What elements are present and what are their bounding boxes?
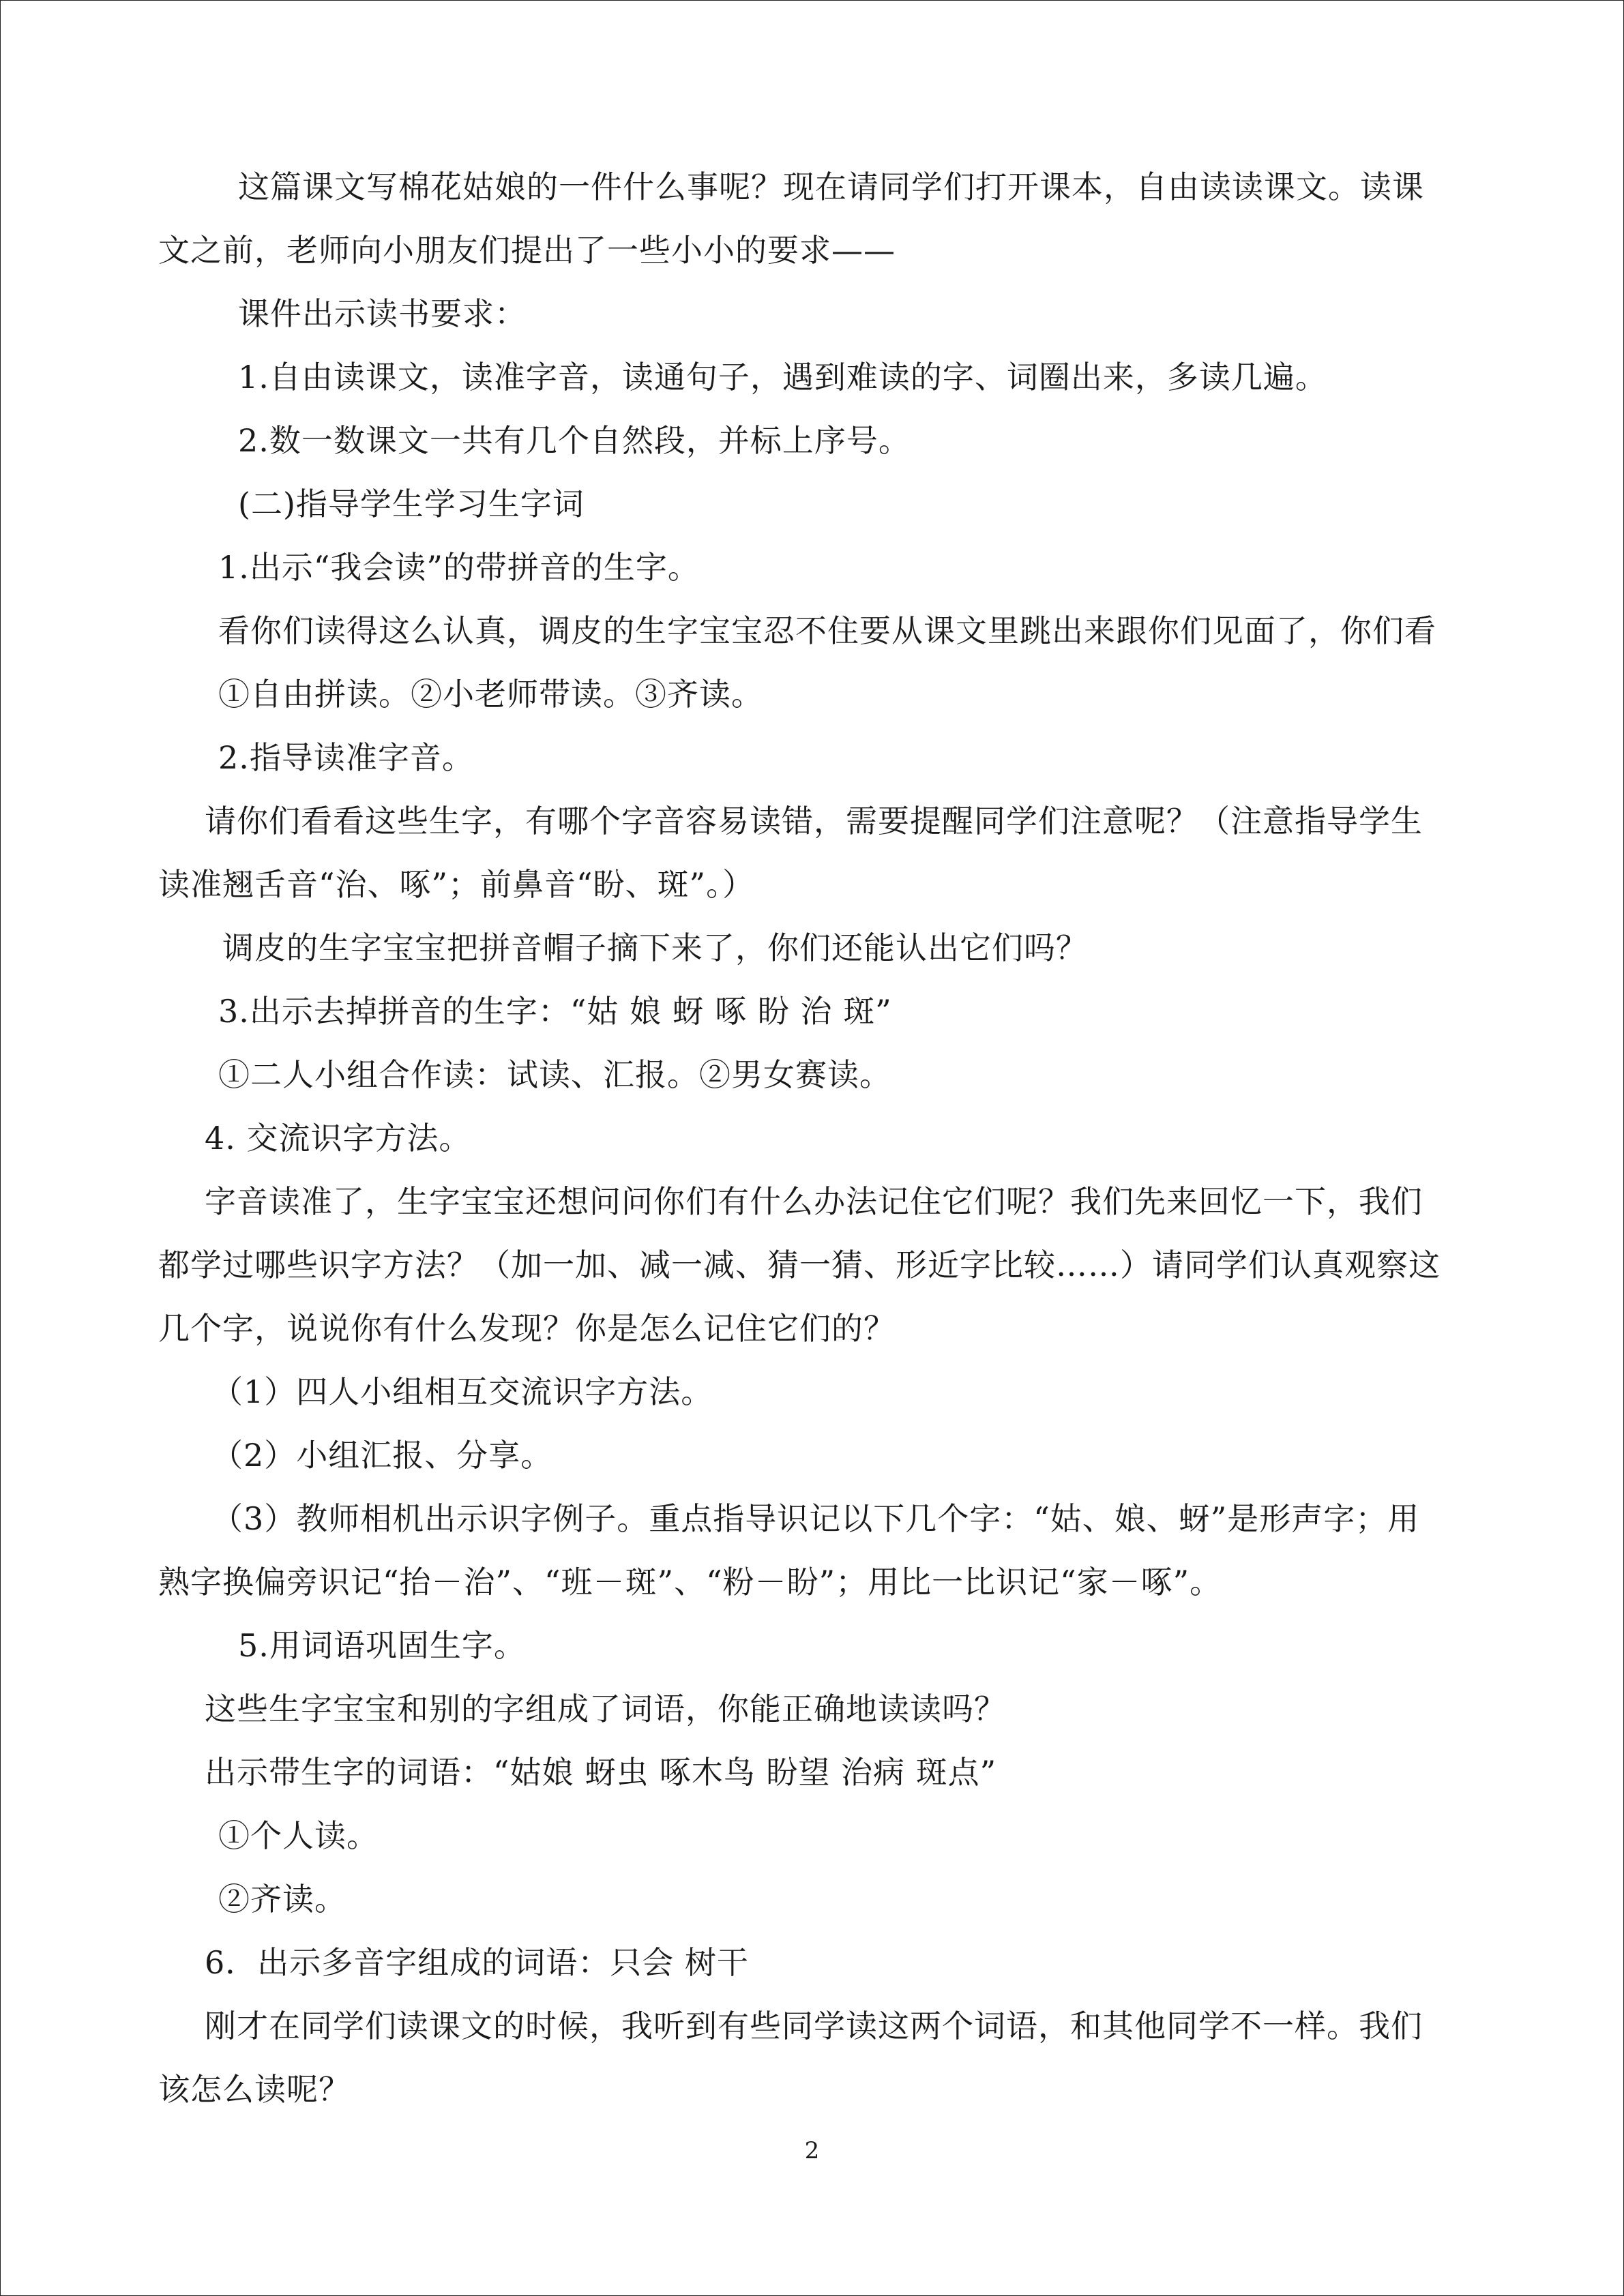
list-item: （2）小组汇报、分享。 — [211, 1437, 553, 1474]
paragraph-line: 都学过哪些识字方法？（加一加、减一减、猜一猜、形近字比较……）请同学们认真观察这 — [158, 1247, 1441, 1283]
paragraph-line: 几个字，说说你有什么发现？你是怎么记住它们的？ — [158, 1310, 896, 1347]
paragraph-line: 调皮的生字宝宝把拼音帽子摘下来了，你们还能认出它们吗？ — [222, 929, 1088, 966]
paragraph-line: ①自由拼读。②小老师带读。③齐读。 — [218, 676, 763, 713]
paragraph-line: 文之前，老师向小朋友们提出了一些小小的要求—— — [158, 232, 896, 269]
page-number: 2 — [804, 2137, 820, 2164]
paragraph-line: 出示带生字的词语：“姑娘 蚜虫 啄木鸟 盼望 治病 斑点” — [205, 1754, 997, 1791]
step-heading: 4. 交流识字方法。 — [205, 1120, 471, 1157]
step-heading: 6．出示多音字组成的词语：只会 树干 — [205, 1944, 749, 1981]
list-item: 2.数一数课文一共有几个自然段，并标上序号。 — [238, 422, 911, 459]
paragraph-line: 熟字换偏旁识记“抬－治”、“班－斑”、“粉－盼”；用比一比识记“家－啄”。 — [158, 1564, 1222, 1600]
step-heading: 1.出示“我会读”的带拼音的生字。 — [218, 549, 700, 586]
paragraph-line: 读准翘舌音“治、啄”；前鼻音“盼、斑”。） — [158, 866, 755, 903]
step-heading: 2.指导读准字音。 — [218, 739, 474, 776]
paragraph-line: 看你们读得这么认真，调皮的生字宝宝忍不住要从课文里跳出来跟你们见面了，你们看 — [218, 612, 1436, 649]
paragraph-line: 刚才在同学们读课文的时候，我听到有些同学读这两个词语，和其他同学不一样。我们 — [205, 2008, 1423, 2044]
paragraph-line: 这篇课文写棉花姑娘的一件什么事呢？现在请同学们打开课本，自由读读课文。读课 — [238, 168, 1424, 205]
list-item: ①个人读。 — [218, 1817, 379, 1854]
paragraph-line: 字音读准了，生字宝宝还想问问你们有什么办法记住它们呢？我们先来回忆一下，我们 — [205, 1183, 1423, 1220]
step-heading: 3.出示去掉拼音的生字：“姑 娘 蚜 啄 盼 治 斑” — [218, 993, 892, 1030]
paragraph-line: 这些生字宝宝和别的字组成了词语，你能正确地读读吗？ — [205, 1690, 1006, 1727]
list-item: （3）教师相机出示识字例子。重点指导识记以下几个字：“姑、娘、蚜”是形声字；用 — [211, 1500, 1420, 1537]
section-heading: (二)指导学生学习生字词 — [238, 486, 585, 522]
step-heading: 5.用词语巩固生字。 — [238, 1627, 526, 1664]
paragraph-line: 课件出示读书要求： — [238, 295, 527, 332]
list-item: （1）四人小组相互交流识字方法。 — [211, 1373, 713, 1410]
paragraph-line: 该怎么读呢？ — [158, 2071, 351, 2108]
paragraph-line: ①二人小组合作读：试读、汇报。②男女赛读。 — [218, 1056, 891, 1093]
list-item: 1.自由读课文，读准字音，读通句子，遇到难读的字、词圈出来，多读几遍。 — [238, 359, 1327, 396]
list-item: ②齐读。 — [218, 1881, 346, 1918]
paragraph-line: 请你们看看这些生字，有哪个字音容易读错，需要提醒同学们注意呢？（注意指导学生 — [205, 803, 1423, 839]
